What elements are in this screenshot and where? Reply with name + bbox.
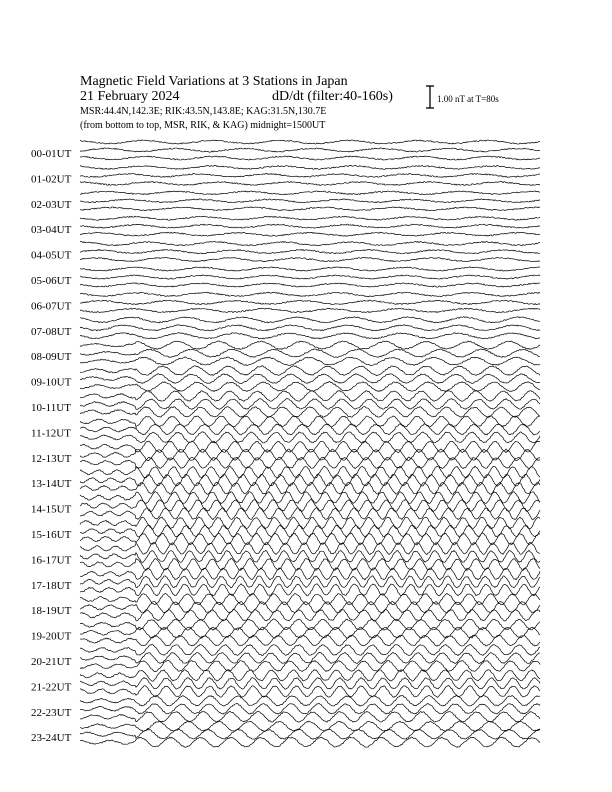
hour-label: 09-10UT xyxy=(31,376,72,389)
trace-kag xyxy=(80,644,540,655)
trace-msr xyxy=(80,584,540,596)
hour-label: 01-02UT xyxy=(31,173,72,186)
hour-label: 21-22UT xyxy=(31,681,72,694)
scale-label: 1.00 nT at T=80s xyxy=(437,94,499,104)
trace-kag xyxy=(80,542,540,554)
trace-msr xyxy=(80,283,540,287)
trace-rik xyxy=(80,349,540,358)
hour-label: 06-07UT xyxy=(31,300,72,313)
hour-label: 12-13UT xyxy=(31,452,72,465)
hour-label: 02-03UT xyxy=(31,198,72,211)
hour-label: 16-17UT xyxy=(31,554,72,567)
trace-group xyxy=(80,140,540,747)
hour-label: 07-08UT xyxy=(31,325,72,338)
trace-kag xyxy=(80,317,540,323)
trace-kag xyxy=(80,216,540,220)
trace-msr xyxy=(80,737,540,747)
trace-rik xyxy=(80,449,540,461)
trace-msr xyxy=(80,482,540,494)
trace-kag xyxy=(80,670,540,682)
hour-label: 22-23UT xyxy=(31,706,72,719)
trace-rik xyxy=(80,500,540,512)
trace-rik xyxy=(80,374,540,384)
trace-kag xyxy=(80,140,540,144)
trace-kag xyxy=(80,267,540,271)
trace-rik xyxy=(80,729,540,739)
trace-rik xyxy=(80,678,540,690)
station-order-line: (from bottom to top, MSR, RIK, & KAG) midnight=1500UT xyxy=(80,120,326,131)
trace-msr xyxy=(80,181,540,185)
hour-label: 17-18UT xyxy=(31,579,72,592)
hour-label: 05-06UT xyxy=(31,275,72,287)
trace-msr xyxy=(80,232,540,236)
hour-label: 11-12UT xyxy=(31,427,71,440)
hour-label: 04-05UT xyxy=(31,249,72,262)
hour-label: 13-14UT xyxy=(31,478,72,491)
hour-label: 14-15UT xyxy=(31,503,72,516)
stations-line: MSR:44.4N,142.3E; RIK:43.5N,143.8E; KAG:31.5N,130.7E xyxy=(80,106,327,117)
trace-msr xyxy=(80,156,540,160)
chart-title: Magnetic Field Variations at 3 Stations in Japan xyxy=(80,74,348,89)
trace-msr xyxy=(80,257,540,261)
hour-label: 10-11UT xyxy=(31,402,71,414)
hour-labels xyxy=(31,148,72,744)
chart-quantity: dD/dt (filter:40-160s) xyxy=(272,89,393,104)
trace-rik xyxy=(80,224,540,228)
trace-msr xyxy=(80,308,540,312)
trace-rik xyxy=(80,173,540,177)
hour-label: 08-09UT xyxy=(31,351,72,364)
trace-kag xyxy=(80,341,540,350)
trace-msr xyxy=(80,207,540,211)
trace-msr xyxy=(80,508,540,520)
chart-header xyxy=(80,74,393,131)
trace-msr xyxy=(80,357,540,366)
trace-rik xyxy=(80,550,540,562)
trace-rik xyxy=(80,300,540,305)
trace-rik xyxy=(80,148,540,152)
hour-label: 18-19UT xyxy=(31,605,72,618)
trace-kag xyxy=(80,191,540,195)
trace-rik xyxy=(80,199,540,203)
trace-kag xyxy=(80,292,540,296)
trace-msr xyxy=(80,533,540,545)
trace-kag xyxy=(80,366,540,376)
trace-rik xyxy=(80,325,540,331)
hour-label: 03-04UT xyxy=(31,224,72,237)
trace-rik xyxy=(80,275,540,279)
trace-rik xyxy=(80,652,540,663)
hour-label: 19-20UT xyxy=(31,630,72,643)
hour-label: 15-16UT xyxy=(31,529,72,541)
trace-kag xyxy=(80,441,540,453)
hour-label: 00-01UT xyxy=(31,148,72,160)
trace-rik xyxy=(80,249,540,253)
chart-date: 21 February 2024 xyxy=(80,89,180,104)
scale-indicator xyxy=(426,86,499,108)
hour-label: 20-21UT xyxy=(31,656,72,668)
trace-rik xyxy=(80,474,540,486)
hour-label: 23-24UT xyxy=(31,732,72,745)
trace-msr xyxy=(80,407,540,418)
trace-kag xyxy=(80,241,540,245)
trace-kag xyxy=(80,165,540,169)
trace-kag xyxy=(80,593,540,605)
trace-msr xyxy=(80,333,540,339)
trace-kag xyxy=(80,695,540,706)
